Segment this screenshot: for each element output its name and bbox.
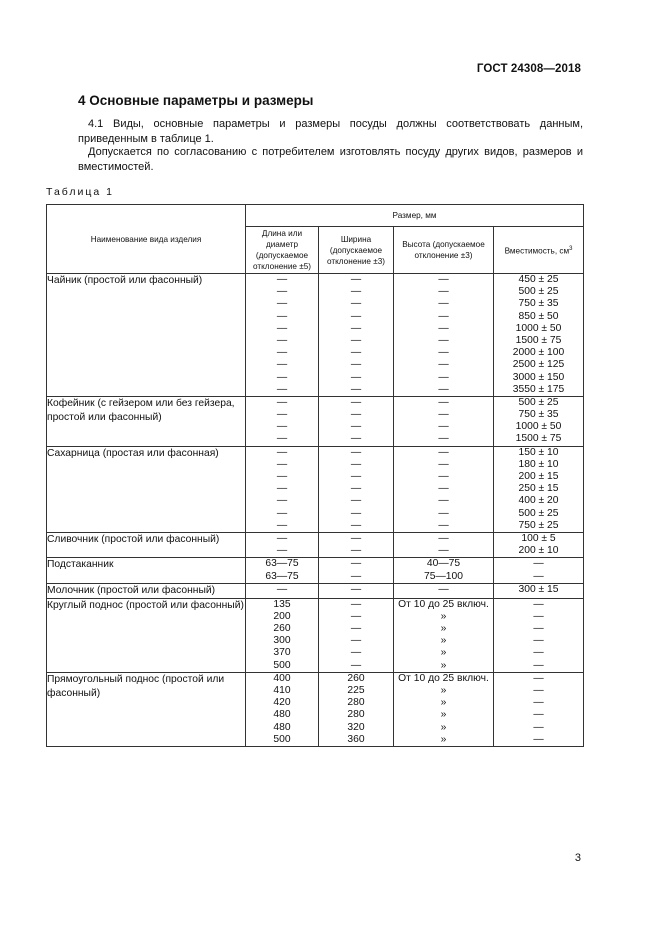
width-value: — (350, 507, 362, 519)
table-label: Таблица 1 (46, 186, 114, 198)
capacity-cell (494, 558, 584, 583)
width-cell (319, 672, 394, 746)
length-value: — (276, 286, 288, 298)
capacity-value: — (533, 733, 544, 745)
paragraph-4-1-text: 4.1 Виды, основные параметры и размеры посуды должны соответствовать данным, приведенным в таблице 1. (78, 118, 583, 145)
height-cell (394, 558, 494, 583)
width-value: — (350, 359, 362, 371)
length-value: 63—75 (265, 570, 299, 582)
header-length-text: Длина или диаметр (допускаемое отклонение ±5) (253, 229, 311, 271)
capacity-cell (494, 672, 584, 746)
capacity-value: 3550 ± 175 (512, 383, 565, 395)
paragraph-allowance-text: Допускается по согласованию с потребителем изготовлять посуду других видов, размеров и вместимостей. (78, 146, 583, 173)
length-value: — (276, 334, 288, 346)
height-value: — (438, 446, 449, 458)
capacity-value: 2000 ± 100 (512, 347, 565, 359)
height-value: » (440, 647, 447, 659)
length-cell (246, 583, 319, 598)
width-value: 225 (347, 685, 365, 696)
document-code: ГОСТ 24308—2018 (476, 63, 581, 75)
header-size-group: Размер, мм (246, 205, 584, 227)
capacity-value: 1000 ± 50 (515, 421, 562, 433)
length-value: 400 (273, 672, 291, 684)
width-value: 360 (347, 733, 365, 745)
width-value: — (350, 519, 362, 531)
length-value: 410 (273, 685, 291, 696)
height-value: — (438, 545, 449, 557)
paragraph-4-1 (78, 117, 583, 146)
height-value: — (438, 483, 449, 495)
width-value: — (350, 433, 362, 445)
parameters-table (46, 204, 584, 747)
width-value: — (350, 598, 362, 610)
height-value: » (440, 721, 447, 733)
capacity-cell (494, 274, 584, 397)
page-number: 3 (574, 852, 581, 864)
length-cell (246, 558, 319, 583)
height-value: 75—100 (424, 570, 463, 582)
header-capacity (494, 227, 584, 274)
capacity-value: — (533, 647, 544, 659)
header-width (319, 227, 394, 274)
width-cell (319, 558, 394, 583)
length-value: — (276, 483, 288, 495)
length-value: — (276, 396, 288, 408)
capacity-value: — (533, 672, 544, 684)
height-value: — (438, 507, 449, 519)
table-row (47, 583, 584, 598)
width-value: — (350, 310, 362, 322)
product-name-cell: Подстаканник (47, 558, 246, 583)
section-title: 4 Основные параметры и размеры (78, 93, 314, 108)
length-value: — (276, 409, 288, 421)
height-value: — (438, 396, 449, 408)
height-value: — (438, 298, 449, 310)
length-cell (246, 446, 319, 532)
capacity-value: 200 ± 15 (518, 471, 559, 482)
length-value: — (276, 471, 288, 482)
product-name-cell: Сливочник (простой или фасонный) (47, 532, 246, 557)
capacity-value: 500 ± 25 (518, 396, 559, 408)
capacity-value: — (533, 697, 544, 709)
header-capacity-text: Вместимость, см (504, 246, 570, 256)
table-row (47, 672, 584, 746)
width-cell (319, 598, 394, 672)
product-name-cell: Прямоугольный поднос (простой или фасонный) (47, 672, 246, 746)
length-value: — (276, 310, 288, 322)
height-cell (394, 396, 494, 446)
width-value: — (350, 322, 362, 334)
header-length (246, 227, 319, 274)
height-value: — (438, 495, 449, 507)
product-name-cell: Сахарница (простая или фасонная) (47, 446, 246, 532)
width-value: — (350, 383, 362, 395)
capacity-value: 250 ± 15 (518, 483, 559, 495)
height-value: — (438, 433, 449, 445)
capacity-value: 200 ± 10 (518, 545, 559, 557)
width-value: — (350, 583, 362, 595)
width-value: — (350, 421, 362, 433)
length-value: 63—75 (265, 558, 299, 570)
table-row (47, 558, 584, 583)
table-row (47, 446, 584, 532)
width-value: — (350, 334, 362, 346)
capacity-value: 850 ± 50 (518, 310, 559, 322)
length-value: — (276, 495, 288, 507)
capacity-value: 300 ± 15 (518, 583, 559, 595)
product-name-cell: Кофейник (с гейзером или без гейзера, простой или фасонный) (47, 396, 246, 446)
length-value: 300 (273, 635, 291, 647)
width-value: — (350, 371, 362, 383)
length-value: — (276, 274, 288, 285)
product-name-cell: Молочник (простой или фасонный) (47, 583, 246, 598)
height-value: — (438, 286, 449, 298)
capacity-value: — (533, 721, 544, 733)
capacity-value: 180 ± 10 (518, 458, 559, 470)
capacity-value: 150 ± 10 (518, 446, 559, 458)
capacity-value: — (533, 709, 544, 721)
product-name-cell: Чайник (простой или фасонный) (47, 274, 246, 397)
width-value: 280 (347, 697, 365, 709)
width-value: — (350, 396, 362, 408)
height-value: — (438, 519, 449, 531)
capacity-value: 1500 ± 75 (515, 433, 562, 445)
width-value: — (350, 495, 362, 507)
height-value: — (438, 310, 449, 322)
capacity-value: 100 ± 5 (521, 532, 556, 544)
height-value: — (438, 409, 449, 421)
capacity-value: 1500 ± 75 (515, 334, 562, 346)
capacity-value: — (533, 623, 544, 635)
height-value: — (438, 583, 449, 595)
capacity-cell (494, 396, 584, 446)
height-cell (394, 672, 494, 746)
length-value: 200 (273, 610, 291, 622)
length-value: — (276, 433, 288, 445)
length-value: — (276, 322, 288, 334)
height-value: » (440, 697, 447, 709)
height-value: От 10 до 25 включ. (398, 598, 489, 610)
table-row (47, 532, 584, 557)
capacity-value: — (533, 635, 544, 647)
width-value: — (350, 647, 362, 659)
capacity-value: 750 ± 25 (518, 519, 559, 531)
length-value: — (276, 446, 288, 458)
width-value: — (350, 610, 362, 622)
height-value: — (438, 371, 449, 383)
height-value: — (438, 532, 449, 544)
length-value: 260 (273, 623, 291, 635)
capacity-value: — (533, 610, 544, 622)
length-cell (246, 396, 319, 446)
height-value: — (438, 359, 449, 371)
length-value: — (276, 421, 288, 433)
height-value: » (440, 685, 447, 696)
width-value: 260 (347, 672, 365, 684)
capacity-value: — (533, 598, 544, 610)
table-row (47, 396, 584, 446)
width-value: — (350, 623, 362, 635)
height-value: — (438, 322, 449, 334)
capacity-value: — (533, 685, 544, 696)
paragraph-allowance (78, 145, 583, 174)
length-value: 370 (273, 647, 291, 659)
height-cell (394, 598, 494, 672)
width-value: — (350, 545, 362, 557)
width-value: — (350, 298, 362, 310)
header-width-text: Ширина (допускаемое отклонение ±3) (327, 234, 385, 266)
height-value: » (440, 659, 447, 671)
capacity-value: 450 ± 25 (518, 274, 559, 285)
length-cell (246, 532, 319, 557)
width-value: 320 (347, 721, 365, 733)
width-cell (319, 583, 394, 598)
height-value: 40—75 (426, 558, 461, 570)
length-cell (246, 274, 319, 397)
capacity-value: 750 ± 35 (518, 298, 559, 310)
capacity-cell (494, 446, 584, 532)
capacity-cell (494, 532, 584, 557)
height-value: — (438, 471, 449, 482)
height-value: » (440, 733, 447, 745)
capacity-value: 1000 ± 50 (515, 322, 562, 334)
height-cell (394, 446, 494, 532)
width-cell (319, 396, 394, 446)
width-value: — (350, 471, 362, 482)
width-value: — (350, 558, 362, 570)
product-name-cell: Круглый поднос (простой или фасонный) (47, 598, 246, 672)
width-cell (319, 274, 394, 397)
height-value: — (438, 274, 449, 285)
length-value: — (276, 532, 288, 544)
height-value: — (438, 383, 449, 395)
length-cell (246, 672, 319, 746)
height-value: » (440, 623, 447, 635)
length-value: — (276, 298, 288, 310)
length-value: — (276, 359, 288, 371)
width-value: — (350, 635, 362, 647)
length-value: 420 (273, 697, 291, 709)
length-value: — (276, 371, 288, 383)
capacity-value: 500 ± 25 (518, 286, 559, 298)
width-value: — (350, 446, 362, 458)
capacity-value: 750 ± 35 (518, 409, 559, 421)
width-cell (319, 446, 394, 532)
capacity-value: 500 ± 25 (518, 507, 559, 519)
height-value: От 10 до 25 включ. (398, 672, 489, 684)
length-cell (246, 598, 319, 672)
width-value: — (350, 570, 362, 582)
header-height-text: Высота (допускаемое отклонение ±3) (402, 240, 485, 260)
length-value: 135 (273, 598, 291, 610)
width-value: — (350, 458, 362, 470)
header-name: Наименование вида изделия (47, 205, 246, 274)
width-value: — (350, 532, 362, 544)
width-value: 280 (347, 709, 365, 721)
capacity-value: — (533, 558, 544, 570)
height-cell (394, 532, 494, 557)
height-value: » (440, 709, 447, 721)
width-cell (319, 532, 394, 557)
header-capacity-sup: 3 (569, 245, 573, 252)
length-value: — (276, 583, 288, 595)
length-value: — (276, 347, 288, 359)
length-value: — (276, 519, 288, 531)
length-value: — (276, 383, 288, 395)
width-value: — (350, 286, 362, 298)
length-value: 500 (273, 659, 291, 671)
capacity-cell (494, 598, 584, 672)
width-value: — (350, 347, 362, 359)
capacity-value: 400 ± 20 (518, 495, 559, 507)
length-value: 480 (273, 721, 291, 733)
length-value: 480 (273, 709, 291, 721)
table-row (47, 598, 584, 672)
capacity-value: 3000 ± 150 (512, 371, 565, 383)
width-value: — (350, 659, 362, 671)
height-cell (394, 583, 494, 598)
length-value: — (276, 507, 288, 519)
height-value: » (440, 635, 447, 647)
width-value: — (350, 274, 362, 285)
height-value: — (438, 421, 449, 433)
width-value: — (350, 409, 362, 421)
length-value: — (276, 458, 288, 470)
length-value: — (276, 545, 288, 557)
height-value: » (440, 610, 447, 622)
capacity-value: — (533, 659, 544, 671)
height-value: — (438, 347, 449, 359)
header-height (394, 227, 494, 274)
height-cell (394, 274, 494, 397)
width-value: — (350, 483, 362, 495)
table-row (47, 274, 584, 397)
height-value: — (438, 334, 449, 346)
height-value: — (438, 458, 449, 470)
capacity-value: 2500 ± 125 (512, 359, 565, 371)
length-value: 500 (273, 733, 291, 745)
capacity-value: — (533, 570, 544, 582)
capacity-cell (494, 583, 584, 598)
